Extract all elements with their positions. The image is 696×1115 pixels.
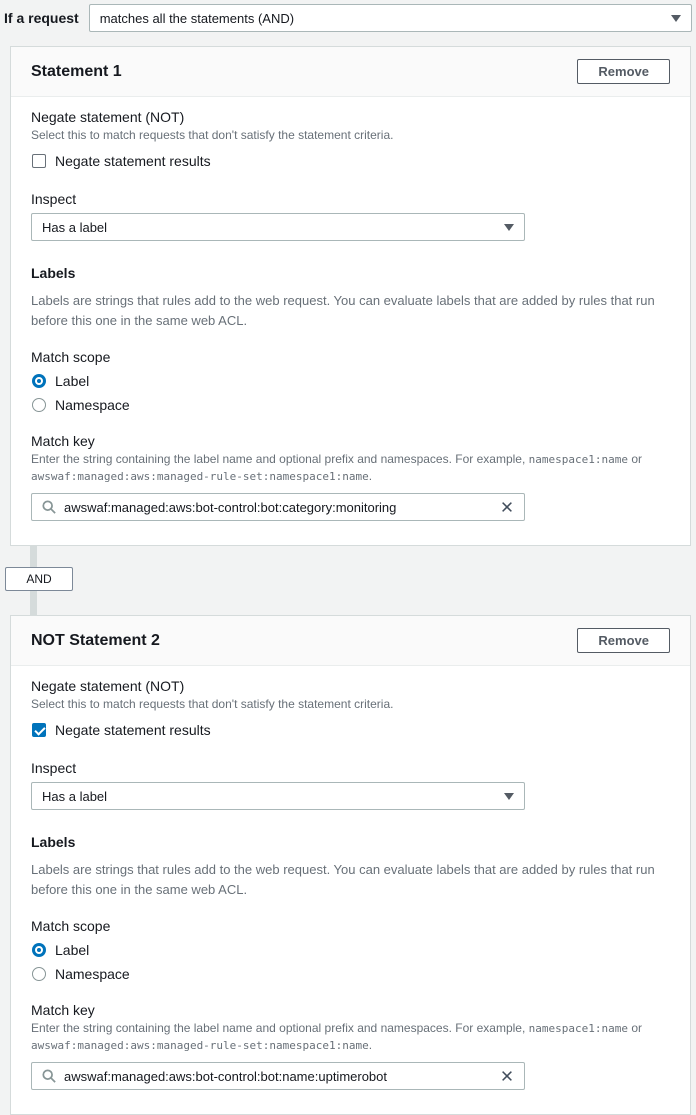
match-key-input-wrap <box>31 1062 525 1090</box>
match-key-section <box>31 1002 670 1090</box>
and-badge: AND <box>5 567 73 591</box>
labels-description: Labels are strings that rules add to the web request. You can evaluate labels that are added by rules that run before this one in the same web ACL. <box>31 293 655 328</box>
labels-heading: Labels <box>31 834 76 850</box>
match-key-input[interactable] <box>64 500 492 515</box>
if-a-request-label: If a request <box>4 10 79 26</box>
match-key-label: Match key <box>31 1002 95 1018</box>
inspect-select-value: Has a label <box>42 788 108 804</box>
negate-checkbox[interactable] <box>32 154 46 168</box>
statement-1-body <box>11 97 690 545</box>
radio-selected-icon[interactable] <box>32 943 46 957</box>
match-scope-label: Match scope <box>31 918 111 934</box>
match-key-input[interactable] <box>64 1069 492 1084</box>
statement-1-title: Statement 1 <box>31 62 122 80</box>
statement-2-title: NOT Statement 2 <box>31 631 160 649</box>
chevron-down-icon <box>671 15 681 22</box>
statement-connector <box>10 546 696 615</box>
inspect-select[interactable] <box>31 213 525 241</box>
radio-selected-icon[interactable] <box>32 374 46 388</box>
statement-2-remove-button[interactable]: Remove <box>577 628 670 653</box>
statement-2-header <box>11 616 690 666</box>
inspect-label: Inspect <box>31 191 77 207</box>
negate-heading: Negate statement (NOT) <box>31 109 185 125</box>
negate-heading: Negate statement (NOT) <box>31 678 185 694</box>
inspect-select-value: Has a label <box>42 219 108 235</box>
statement-combinator-value: matches all the statements (AND) <box>99 10 295 26</box>
match-key-input-wrap <box>31 493 525 521</box>
match-key-example-1: namespace1:name <box>528 1022 628 1035</box>
search-icon <box>42 500 56 514</box>
clear-input-icon[interactable] <box>500 1069 514 1083</box>
statement-1-panel <box>10 46 691 546</box>
clear-input-icon[interactable] <box>500 500 514 514</box>
statement-2-body <box>11 666 690 1114</box>
inspect-section <box>31 760 670 810</box>
match-key-description: Enter the string containing the label name and optional prefix and namespaces. For example, namespace1:name or awswaf:managed:aws:managed-rule-set:namespace1:name. <box>31 452 642 483</box>
statement-combinator-select[interactable] <box>89 4 692 32</box>
negate-checkbox-checked[interactable] <box>32 723 46 737</box>
labels-description: Labels are strings that rules add to the web request. You can evaluate labels that are added by rules that run before this one in the same web ACL. <box>31 862 655 897</box>
inspect-select[interactable] <box>31 782 525 810</box>
negate-checkbox-row[interactable] <box>32 153 670 169</box>
inspect-label: Inspect <box>31 760 77 776</box>
match-scope-option-namespace[interactable]: Namespace <box>32 397 670 413</box>
negate-section <box>31 109 670 169</box>
negate-description: Select this to match requests that don't satisfy the statement criteria. <box>31 697 394 711</box>
match-key-label: Match key <box>31 433 95 449</box>
match-key-section <box>31 433 670 521</box>
match-key-example-2: awswaf:managed:aws:managed-rule-set:namespace1:name <box>31 470 369 483</box>
match-scope-label: Match scope <box>31 349 111 365</box>
match-scope-option-namespace[interactable]: Namespace <box>32 966 670 982</box>
match-key-description: Enter the string containing the label name and optional prefix and namespaces. For example, namespace1:name or awswaf:managed:aws:managed-rule-set:namespace1:name. <box>31 1021 642 1052</box>
search-icon <box>42 1069 56 1083</box>
negate-description: Select this to match requests that don't satisfy the statement criteria. <box>31 128 394 142</box>
negate-checkbox-label[interactable]: Negate statement results <box>55 722 211 738</box>
match-key-example-2: awswaf:managed:aws:managed-rule-set:namespace1:name <box>31 1039 369 1052</box>
statement-2-panel <box>10 615 691 1115</box>
radio-unselected-icon[interactable] <box>32 967 46 981</box>
labels-heading: Labels <box>31 265 76 281</box>
chevron-down-icon <box>504 793 514 800</box>
radio-unselected-icon[interactable] <box>32 398 46 412</box>
match-scope-option-label[interactable]: Label <box>32 373 670 389</box>
inspect-section <box>31 191 670 241</box>
chevron-down-icon <box>504 224 514 231</box>
negate-checkbox-row[interactable] <box>32 722 670 738</box>
rule-condition-row <box>0 0 696 32</box>
statement-1-remove-button[interactable]: Remove <box>577 59 670 84</box>
statement-1-header <box>11 47 690 97</box>
match-scope-section <box>31 918 670 982</box>
negate-checkbox-label[interactable]: Negate statement results <box>55 153 211 169</box>
match-scope-option-label[interactable]: Label <box>32 942 670 958</box>
negate-section <box>31 678 670 738</box>
match-scope-section <box>31 349 670 413</box>
match-key-example-1: namespace1:name <box>528 453 628 466</box>
